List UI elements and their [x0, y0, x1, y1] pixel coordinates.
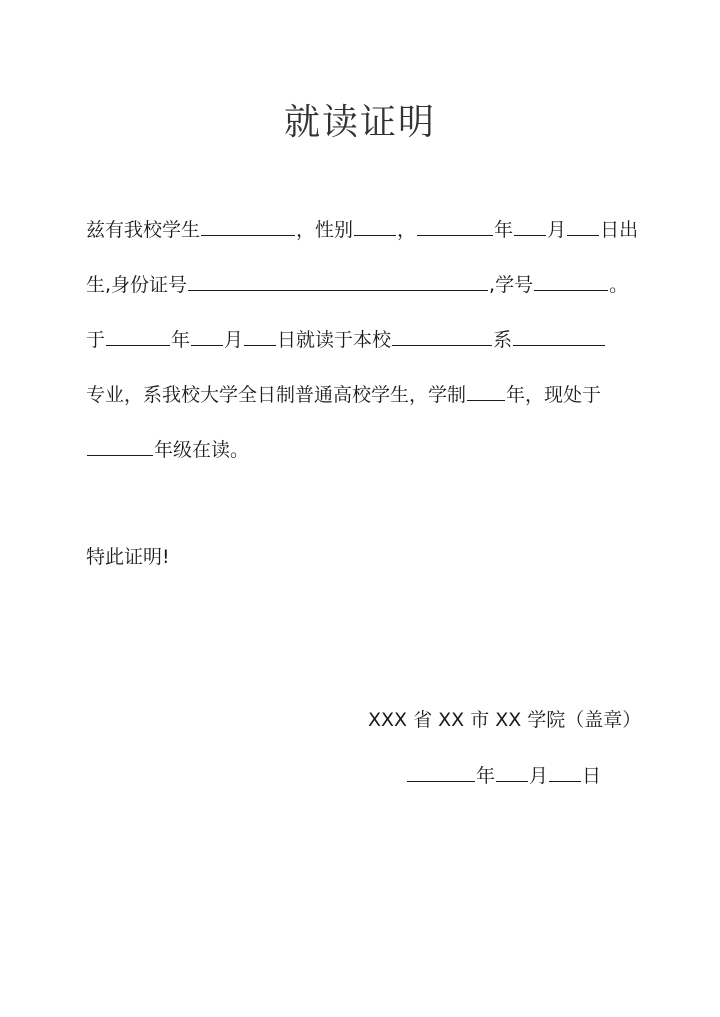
- body-line-4: [86, 381, 601, 409]
- since-label: 于: [86, 329, 106, 351]
- grade-blank[interactable]: [87, 437, 153, 456]
- duration-blank[interactable]: [467, 382, 505, 401]
- enroll-month-blank[interactable]: [191, 327, 223, 346]
- body-line-3: [86, 326, 606, 354]
- program-text: 专业，系我校大学全日制普通高校学生，学制: [86, 384, 467, 406]
- enroll-year-label: 年: [171, 329, 191, 351]
- major-blank[interactable]: [513, 327, 605, 346]
- enroll-text: 日就读于本校: [277, 329, 392, 351]
- student-no-blank[interactable]: [534, 272, 608, 291]
- birth-month-blank[interactable]: [514, 217, 546, 236]
- id-number-label: 生,身份证号: [86, 274, 188, 296]
- closing-text: 特此证明!: [86, 546, 170, 568]
- department-blank[interactable]: [392, 327, 492, 346]
- month-label: 月: [547, 219, 567, 241]
- period-text: 。: [609, 274, 629, 296]
- enroll-day-blank[interactable]: [244, 327, 276, 346]
- comma-text: ，: [397, 219, 417, 241]
- birth-day-blank[interactable]: [567, 217, 599, 236]
- id-number-blank[interactable]: [188, 272, 488, 291]
- sign-year-blank[interactable]: [407, 763, 475, 782]
- enroll-year-blank[interactable]: [106, 327, 170, 346]
- signature-date-line: [406, 762, 601, 790]
- gender-blank[interactable]: [354, 217, 396, 236]
- day-born-label: 日出: [600, 219, 639, 241]
- sign-year-label: 年: [476, 765, 496, 787]
- document-title: 就读证明: [283, 102, 436, 143]
- sign-day-blank[interactable]: [549, 763, 581, 782]
- body-line-1: [86, 216, 638, 244]
- sign-month-label: 月: [529, 765, 549, 787]
- sign-day-label: 日: [582, 765, 602, 787]
- gender-label: ，性别: [296, 219, 354, 241]
- grade-text: 年级在读。: [154, 439, 250, 461]
- body-line-2: [86, 271, 628, 299]
- institution-stamp-line: XXX 省 XX 市 XX 学院（盖章）: [368, 709, 642, 731]
- current-text: 年，现处于: [506, 384, 602, 406]
- sign-month-blank[interactable]: [496, 763, 528, 782]
- body-line-5: [86, 436, 249, 464]
- student-no-label: ,学号: [489, 274, 534, 296]
- student-name-blank[interactable]: [201, 217, 295, 236]
- year-label: 年: [494, 219, 514, 241]
- enroll-month-label: 月: [224, 329, 244, 351]
- student-intro-text: 兹有我校学生: [86, 219, 201, 241]
- department-label: 系: [493, 329, 513, 351]
- birth-year-blank[interactable]: [417, 217, 493, 236]
